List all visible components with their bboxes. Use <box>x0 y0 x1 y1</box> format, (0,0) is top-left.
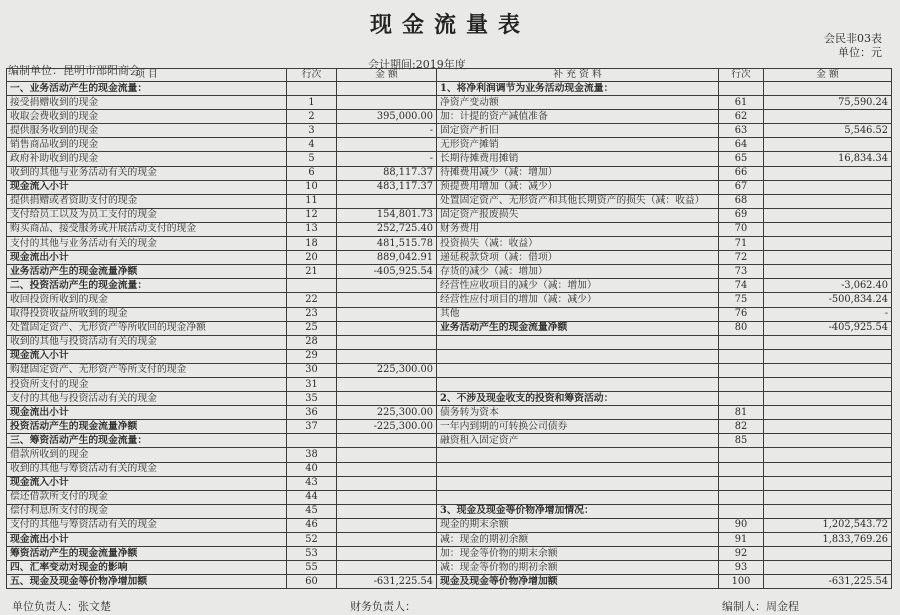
table-header-row <box>7 69 892 82</box>
right-amount <box>764 448 892 462</box>
left-label: 现金流出小计 <box>7 406 287 420</box>
left-amount <box>337 448 437 462</box>
left-amount <box>337 547 437 561</box>
table-row <box>7 222 892 236</box>
left-amount <box>337 293 437 307</box>
right-label: 其他 <box>437 307 719 321</box>
right-line: 72 <box>719 251 764 265</box>
right-label: 预提费用增加（减：减少） <box>437 180 719 194</box>
right-amount <box>764 138 892 152</box>
left-amount: -631,225.54 <box>337 575 437 589</box>
left-amount <box>337 434 437 448</box>
right-line: 73 <box>719 265 764 279</box>
left-label: 偿还借款所支付的现金 <box>7 490 287 504</box>
left-amount <box>337 279 437 293</box>
left-line: 53 <box>287 547 337 561</box>
header-right-amount: 金 额 <box>764 69 892 82</box>
right-label: 待摊费用减少（减：增加） <box>437 166 719 180</box>
right-line: 61 <box>719 96 764 110</box>
right-label: 3、现金及现金等价物净增加情况： <box>437 504 719 518</box>
right-label: 融资租入固定资产 <box>437 434 719 448</box>
table-row <box>7 124 892 138</box>
right-line <box>719 335 764 349</box>
table-row <box>7 307 892 321</box>
right-label <box>437 349 719 363</box>
right-label <box>437 462 719 476</box>
right-label: 投资损失（减：收益） <box>437 237 719 251</box>
right-label: 减：现金等价物的期初余额 <box>437 561 719 575</box>
left-line: 37 <box>287 420 337 434</box>
right-amount <box>764 547 892 561</box>
left-line: 52 <box>287 533 337 547</box>
table-row <box>7 237 892 251</box>
left-label: 取得投资收益所收到的现金 <box>7 307 287 321</box>
table-row <box>7 293 892 307</box>
right-line: 93 <box>719 561 764 575</box>
left-amount <box>337 392 437 406</box>
left-amount: - <box>337 124 437 138</box>
table-row <box>7 561 892 575</box>
right-label: 业务活动产生的现金流量净额 <box>437 321 719 335</box>
right-line <box>719 490 764 504</box>
left-label: 销售商品收到的现金 <box>7 138 287 152</box>
right-line: 90 <box>719 518 764 532</box>
right-amount <box>764 406 892 420</box>
left-label: 偿付利息所支付的现金 <box>7 504 287 518</box>
right-label: 财务费用 <box>437 222 719 236</box>
right-amount <box>764 208 892 222</box>
left-label: 二、投资活动产生的现金流量： <box>7 279 287 293</box>
left-label: 五、现金及现金等价物净增加额 <box>7 575 287 589</box>
right-label: 固定资产报废损失 <box>437 208 719 222</box>
left-line: 35 <box>287 392 337 406</box>
left-label: 现金流入小计 <box>7 180 287 194</box>
left-line: 30 <box>287 363 337 377</box>
right-line: 70 <box>719 222 764 236</box>
header-right-line: 行次 <box>719 69 764 82</box>
right-line <box>719 377 764 391</box>
right-amount: - <box>764 307 892 321</box>
right-label <box>437 363 719 377</box>
right-amount: -631,225.54 <box>764 575 892 589</box>
table-row <box>7 490 892 504</box>
right-label: 现金的期末余额 <box>437 518 719 532</box>
left-label: 现金流出小计 <box>7 251 287 265</box>
header-left-line: 行次 <box>287 69 337 82</box>
table-row <box>7 349 892 363</box>
right-amount <box>764 476 892 490</box>
left-amount: -405,925.54 <box>337 265 437 279</box>
leader-signature: 单位负责人：张文楚 <box>12 600 111 613</box>
left-line: 25 <box>287 321 337 335</box>
table-row <box>7 251 892 265</box>
right-amount <box>764 434 892 448</box>
table-row <box>7 434 892 448</box>
left-amount <box>337 321 437 335</box>
left-amount: 225,300.00 <box>337 406 437 420</box>
left-label: 筹资活动产生的现金流量净额 <box>7 547 287 561</box>
left-line <box>287 82 337 96</box>
left-label: 收到的其他与投资活动有关的现金 <box>7 335 287 349</box>
left-line: 43 <box>287 476 337 490</box>
preparer-signature: 编制人：周金程 <box>722 600 799 613</box>
right-line <box>719 476 764 490</box>
left-line: 45 <box>287 504 337 518</box>
left-line: 28 <box>287 335 337 349</box>
right-line <box>719 349 764 363</box>
table-row <box>7 166 892 180</box>
left-line: 40 <box>287 462 337 476</box>
left-line: 18 <box>287 237 337 251</box>
left-label: 四、汇率变动对现金的影响 <box>7 561 287 575</box>
left-label: 三、筹资活动产生的现金流量： <box>7 434 287 448</box>
left-label: 现金流入小计 <box>7 476 287 490</box>
left-line: 3 <box>287 124 337 138</box>
right-line: 64 <box>719 138 764 152</box>
left-line: 46 <box>287 518 337 532</box>
right-amount: -3,062.40 <box>764 279 892 293</box>
right-label: 处置固定资产、无形资产和其他长期资产的损失（减：收益） <box>437 194 719 208</box>
right-line <box>719 363 764 377</box>
left-label: 支付的其他与筹资活动有关的现金 <box>7 518 287 532</box>
right-line <box>719 448 764 462</box>
right-amount <box>764 504 892 518</box>
right-amount <box>764 490 892 504</box>
table-row <box>7 533 892 547</box>
right-amount: 16,834.34 <box>764 152 892 166</box>
table-row <box>7 138 892 152</box>
table-row <box>7 420 892 434</box>
left-label: 借款所收到的现金 <box>7 448 287 462</box>
right-line: 100 <box>719 575 764 589</box>
header-right-item: 补 充 资 料 <box>437 69 719 82</box>
left-label: 购买商品、接受服务或开展活动支付的现金 <box>7 222 287 236</box>
right-amount <box>764 561 892 575</box>
right-amount <box>764 265 892 279</box>
left-line: 10 <box>287 180 337 194</box>
left-amount <box>337 533 437 547</box>
organization-name: 编制单位：昆明市邵阳商会 <box>8 64 140 77</box>
table-row <box>7 279 892 293</box>
right-line: 74 <box>719 279 764 293</box>
left-label: 支付的其他与投资活动有关的现金 <box>7 392 287 406</box>
right-amount: -405,925.54 <box>764 321 892 335</box>
left-line: 13 <box>287 222 337 236</box>
left-line: 55 <box>287 561 337 575</box>
right-line <box>719 82 764 96</box>
right-line: 76 <box>719 307 764 321</box>
right-amount: 1,202,543.72 <box>764 518 892 532</box>
currency-unit: 单位：元 <box>838 46 882 59</box>
right-line: 67 <box>719 180 764 194</box>
left-amount <box>337 307 437 321</box>
table-row <box>7 194 892 208</box>
right-amount <box>764 194 892 208</box>
table-row <box>7 392 892 406</box>
right-amount <box>764 222 892 236</box>
right-line: 91 <box>719 533 764 547</box>
table-row <box>7 265 892 279</box>
table-row <box>7 363 892 377</box>
right-line: 85 <box>719 434 764 448</box>
right-label <box>437 377 719 391</box>
right-label: 递延税款贷项（减：借项） <box>437 251 719 265</box>
table-row <box>7 152 892 166</box>
report-title: 现金流量表 <box>369 12 530 38</box>
right-amount <box>764 180 892 194</box>
form-code: 会民非03表 <box>824 32 882 45</box>
right-label: 固定资产折旧 <box>437 124 719 138</box>
right-line: 71 <box>719 237 764 251</box>
left-label: 现金流入小计 <box>7 349 287 363</box>
left-amount <box>337 377 437 391</box>
right-label: 减：现金的期初余额 <box>437 533 719 547</box>
left-label: 收回投资所收到的现金 <box>7 293 287 307</box>
left-amount: 483,117.37 <box>337 180 437 194</box>
left-amount: 154,801.73 <box>337 208 437 222</box>
left-amount: 88,117.37 <box>337 166 437 180</box>
right-line: 69 <box>719 208 764 222</box>
right-label <box>437 476 719 490</box>
right-amount <box>764 110 892 124</box>
left-amount: 889,042.91 <box>337 251 437 265</box>
right-label: 经营性应收项目的减少（减：增加） <box>437 279 719 293</box>
table-row <box>7 462 892 476</box>
left-amount <box>337 194 437 208</box>
table-row <box>7 82 892 96</box>
left-label: 支付给员工以及为员工支付的现金 <box>7 208 287 222</box>
left-label: 提供服务收到的现金 <box>7 124 287 138</box>
left-amount <box>337 462 437 476</box>
left-label: 支付的其他与业务活动有关的现金 <box>7 237 287 251</box>
right-label <box>437 448 719 462</box>
left-amount <box>337 561 437 575</box>
left-amount <box>337 335 437 349</box>
left-label: 投资活动产生的现金流量净额 <box>7 420 287 434</box>
right-amount: 1,833,769.26 <box>764 533 892 547</box>
right-label: 加：现金等价物的期末余额 <box>437 547 719 561</box>
left-line <box>287 434 337 448</box>
left-line: 38 <box>287 448 337 462</box>
left-label: 收到的其他与业务活动有关的现金 <box>7 166 287 180</box>
right-label: 一年内到期的可转换公司债券 <box>437 420 719 434</box>
left-line: 11 <box>287 194 337 208</box>
finance-signature: 财务负责人： <box>350 600 416 613</box>
right-label: 现金及现金等价物净增加额 <box>437 575 719 589</box>
table-row <box>7 321 892 335</box>
right-label: 无形资产摊销 <box>437 138 719 152</box>
right-line: 68 <box>719 194 764 208</box>
left-amount: 481,515.78 <box>337 237 437 251</box>
right-amount: 75,590.24 <box>764 96 892 110</box>
left-amount <box>337 476 437 490</box>
right-line: 66 <box>719 166 764 180</box>
left-amount: 395,000.00 <box>337 110 437 124</box>
table-row <box>7 335 892 349</box>
right-label <box>437 335 719 349</box>
left-label: 投资所支付的现金 <box>7 377 287 391</box>
left-line: 60 <box>287 575 337 589</box>
left-line: 2 <box>287 110 337 124</box>
left-line: 29 <box>287 349 337 363</box>
right-line: 62 <box>719 110 764 124</box>
right-line: 81 <box>719 406 764 420</box>
right-line: 92 <box>719 547 764 561</box>
left-amount <box>337 349 437 363</box>
table-row <box>7 476 892 490</box>
left-label: 接受捐赠收到的现金 <box>7 96 287 110</box>
right-label: 经营性应付项目的增加（减：减少） <box>437 293 719 307</box>
table-row <box>7 547 892 561</box>
left-label: 处置固定资产、无形资产等所收回的现金净额 <box>7 321 287 335</box>
left-line: 22 <box>287 293 337 307</box>
table-row <box>7 448 892 462</box>
right-amount <box>764 82 892 96</box>
right-line: 80 <box>719 321 764 335</box>
table-row <box>7 180 892 194</box>
right-amount <box>764 420 892 434</box>
right-amount: -500,834.24 <box>764 293 892 307</box>
table-row <box>7 110 892 124</box>
right-amount <box>764 363 892 377</box>
left-label: 现金流出小计 <box>7 533 287 547</box>
left-line: 6 <box>287 166 337 180</box>
right-label: 长期待摊费用摊销 <box>437 152 719 166</box>
left-label: 收到的其他与筹资活动有关的现金 <box>7 462 287 476</box>
table-row <box>7 518 892 532</box>
left-label: 提供捐赠或者资助支付的现金 <box>7 194 287 208</box>
right-label: 1、将净利润调节为业务活动现金流量： <box>437 82 719 96</box>
right-amount <box>764 377 892 391</box>
left-amount <box>337 82 437 96</box>
left-line: 1 <box>287 96 337 110</box>
right-amount <box>764 392 892 406</box>
left-amount: -225,300.00 <box>337 420 437 434</box>
left-amount <box>337 490 437 504</box>
left-line: 31 <box>287 377 337 391</box>
right-line: 63 <box>719 124 764 138</box>
right-amount <box>764 237 892 251</box>
left-line <box>287 279 337 293</box>
left-label: 政府补助收到的现金 <box>7 152 287 166</box>
right-amount <box>764 335 892 349</box>
right-amount <box>764 462 892 476</box>
table-row <box>7 96 892 110</box>
table-row <box>7 504 892 518</box>
table-row <box>7 208 892 222</box>
left-line: 20 <box>287 251 337 265</box>
left-amount: - <box>337 152 437 166</box>
right-label: 净资产变动额 <box>437 96 719 110</box>
left-amount: 252,725.40 <box>337 222 437 236</box>
left-amount <box>337 504 437 518</box>
left-amount <box>337 138 437 152</box>
right-label: 债务转为资本 <box>437 406 719 420</box>
left-line: 5 <box>287 152 337 166</box>
left-label: 收取会费收到的现金 <box>7 110 287 124</box>
table-row <box>7 377 892 391</box>
left-amount: 225,300.00 <box>337 363 437 377</box>
left-line: 44 <box>287 490 337 504</box>
header-left-item: 项 目 <box>7 69 287 82</box>
right-line <box>719 392 764 406</box>
right-line: 75 <box>719 293 764 307</box>
left-amount <box>337 518 437 532</box>
right-label: 加：计提的资产减值准备 <box>437 110 719 124</box>
left-label: 业务活动产生的现金流量净额 <box>7 265 287 279</box>
right-amount <box>764 166 892 180</box>
left-line: 4 <box>287 138 337 152</box>
right-amount <box>764 349 892 363</box>
right-label: 2、不涉及现金收支的投资和筹资活动： <box>437 392 719 406</box>
right-line <box>719 504 764 518</box>
right-label <box>437 490 719 504</box>
left-line: 36 <box>287 406 337 420</box>
left-line: 23 <box>287 307 337 321</box>
cash-flow-table <box>6 68 892 589</box>
right-amount <box>764 251 892 265</box>
left-amount <box>337 96 437 110</box>
right-label: 存货的减少（减：增加） <box>437 265 719 279</box>
right-line: 82 <box>719 420 764 434</box>
right-amount: 5,546.52 <box>764 124 892 138</box>
left-line: 12 <box>287 208 337 222</box>
table-row <box>7 406 892 420</box>
right-line: 65 <box>719 152 764 166</box>
right-line <box>719 462 764 476</box>
header-left-amount: 金 额 <box>337 69 437 82</box>
left-line: 21 <box>287 265 337 279</box>
table-row <box>7 575 892 589</box>
left-label: 购建固定资产、无形资产等所支付的现金 <box>7 363 287 377</box>
accounting-period: 会计期间:2019年度 <box>368 58 466 71</box>
left-label: 一、业务活动产生的现金流量： <box>7 82 287 96</box>
